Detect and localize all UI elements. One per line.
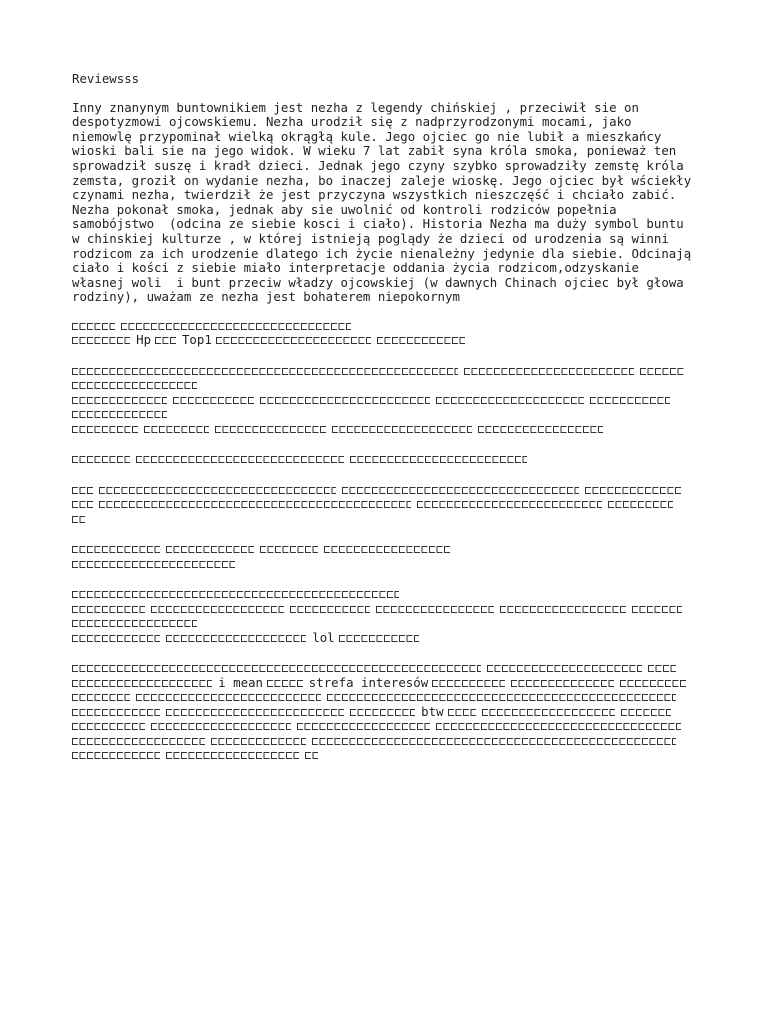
garbled-block — [72, 587, 698, 645]
garbled-line — [72, 734, 698, 749]
missing-glyph-run — [99, 487, 336, 494]
garbled-section — [72, 319, 698, 763]
missing-glyph-run — [144, 426, 210, 433]
missing-glyph-run — [487, 665, 642, 672]
paragraph-line: własnej woli i bunt przeciw władzy ojcowskiej (w dawnych Chinach ojciec był głowa — [72, 274, 684, 290]
inline-latin-text: lol — [312, 630, 335, 645]
garbled-line — [72, 602, 698, 617]
garbled-line — [72, 719, 698, 734]
missing-glyph-run — [417, 501, 602, 508]
missing-glyph-run — [608, 501, 674, 508]
paragraph-line: Inny znanynym buntownikiem jest nezha z legendy chińskiej , przeciwił sie on — [72, 99, 639, 115]
missing-glyph-run — [121, 323, 351, 330]
missing-glyph-run — [72, 397, 167, 404]
garbled-line — [72, 631, 698, 646]
garbled-line — [72, 422, 698, 437]
missing-glyph-run — [297, 723, 430, 730]
paragraph-line: despotyzmowi ojcowskiemu. Nezha urodził się z nadprzyrodzonymi mocami, jako — [72, 114, 632, 130]
garbled-line — [72, 512, 698, 527]
missing-glyph-run — [72, 501, 93, 508]
missing-glyph-run — [216, 337, 371, 344]
missing-glyph-run — [350, 456, 528, 463]
garbled-line — [72, 616, 698, 631]
missing-glyph-run — [620, 680, 686, 687]
missing-glyph-run — [267, 680, 303, 687]
missing-glyph-run — [500, 606, 625, 613]
paragraph-line: Nezha pokonał smoka, jednak aby sie uwolnić od kontroli rodziców popełnia — [72, 201, 617, 217]
missing-glyph-run — [136, 694, 321, 701]
paragraph-line: zemsta, groził on wydanie nezha, bo inaczej zaleje wioskę. Jego ojciec był wściekły — [72, 172, 692, 188]
garbled-block — [72, 364, 698, 437]
missing-glyph-run — [478, 426, 603, 433]
missing-glyph-run — [648, 665, 676, 672]
missing-glyph-run — [72, 546, 160, 553]
missing-glyph-run — [72, 456, 130, 463]
missing-glyph-run — [151, 606, 284, 613]
garbled-line — [72, 319, 698, 334]
missing-glyph-run — [436, 723, 681, 730]
missing-glyph-run — [136, 456, 343, 463]
missing-glyph-run — [72, 752, 160, 759]
missing-glyph-run — [436, 397, 584, 404]
garbled-line — [72, 497, 698, 512]
missing-glyph-run — [72, 323, 115, 330]
missing-glyph-run — [377, 337, 465, 344]
paragraph-line: niemowlę przypominał wielką okrągłą kule. Jego ojciec go nie lubił a mieszkańcy — [72, 128, 662, 144]
paragraph-line: sprowadził suszę i kradł dzieci. Jednak jego czyny szybko sprowadziły zemstę króla — [72, 157, 684, 173]
paragraph-line: rodzicom za ich urodzenie dlatego ich życie nienależny jedynie dla siebie. Odcinają — [72, 245, 692, 261]
paragraph-line: samobójstwo (odcina ze siebie kosci i ciało). Historia Nezha ma duży symbol buntu — [72, 216, 684, 232]
missing-glyph-run — [72, 561, 235, 568]
missing-glyph-run — [342, 487, 579, 494]
missing-glyph-run — [72, 738, 205, 745]
garbled-block — [72, 542, 698, 571]
missing-glyph-run — [260, 397, 430, 404]
missing-glyph-run — [640, 368, 683, 375]
missing-glyph-run — [585, 487, 680, 494]
missing-glyph-run — [72, 709, 160, 716]
missing-glyph-run — [72, 516, 85, 523]
garbled-line — [72, 407, 698, 422]
missing-glyph-run — [72, 665, 481, 672]
missing-glyph-run — [432, 680, 505, 687]
missing-glyph-run — [72, 337, 130, 344]
garbled-line — [72, 557, 698, 572]
missing-glyph-run — [155, 337, 176, 344]
missing-glyph-run — [72, 680, 212, 687]
missing-glyph-run — [305, 752, 318, 759]
missing-glyph-run — [166, 635, 306, 642]
garbled-line — [72, 483, 698, 498]
missing-glyph-run — [166, 752, 299, 759]
missing-glyph-run — [72, 487, 93, 494]
inline-latin-text: Hp — [136, 333, 152, 348]
paragraph-line: w chinskiej kulturze , w której istnieją poglądy że dzieci od urodzenia są winni — [72, 230, 669, 246]
garbled-line — [72, 661, 698, 676]
garbled-line — [72, 676, 698, 691]
missing-glyph-run — [211, 738, 306, 745]
document-paragraph — [72, 101, 698, 305]
missing-glyph-run — [590, 397, 671, 404]
missing-glyph-run — [215, 426, 325, 433]
missing-glyph-run — [260, 546, 318, 553]
garbled-line — [72, 364, 698, 379]
garbled-line — [72, 333, 698, 348]
garbled-block — [72, 483, 698, 527]
garbled-line — [72, 452, 698, 467]
missing-glyph-run — [72, 606, 145, 613]
inline-latin-text: i mean — [218, 675, 263, 690]
document-heading: Reviewsss — [72, 71, 140, 86]
missing-glyph-run — [72, 723, 145, 730]
missing-glyph-run — [151, 723, 291, 730]
missing-glyph-run — [632, 606, 683, 613]
missing-glyph-run — [72, 426, 138, 433]
missing-glyph-run — [376, 606, 494, 613]
missing-glyph-run — [464, 368, 634, 375]
missing-glyph-run — [339, 635, 420, 642]
missing-glyph-run — [166, 546, 254, 553]
missing-glyph-run — [72, 635, 160, 642]
inline-latin-text: Top1 — [181, 333, 212, 348]
garbled-block — [72, 452, 698, 467]
missing-glyph-run — [312, 738, 676, 745]
garbled-block — [72, 661, 698, 763]
missing-glyph-run — [72, 620, 197, 627]
garbled-line — [72, 393, 698, 408]
missing-glyph-run — [173, 397, 254, 404]
paragraph-line: rodziny), uważam ze nezha jest bohaterem niepokornym — [72, 289, 460, 305]
garbled-line — [72, 690, 698, 705]
garbled-block — [72, 319, 698, 348]
paragraph-line: wioski bali sie na jego widok. W wieku 7 lat zabił syna króla smoka, ponieważ ten — [72, 143, 677, 159]
inline-latin-text: strefa interesów — [308, 675, 429, 690]
garbled-line — [72, 587, 698, 602]
garbled-line — [72, 705, 698, 720]
missing-glyph-run — [448, 709, 476, 716]
missing-glyph-run — [327, 694, 676, 701]
missing-glyph-run — [324, 546, 449, 553]
missing-glyph-run — [72, 591, 399, 598]
missing-glyph-run — [350, 709, 416, 716]
missing-glyph-run — [72, 694, 130, 701]
missing-glyph-run — [72, 368, 458, 375]
missing-glyph-run — [290, 606, 371, 613]
missing-glyph-run — [482, 709, 615, 716]
missing-glyph-run — [511, 680, 614, 687]
missing-glyph-run — [166, 709, 344, 716]
paragraph-line: czynami nezha, twierdził że jest przyczyna wszystkich nieszczęść i chciało zabić. — [72, 187, 677, 203]
missing-glyph-run — [621, 709, 672, 716]
paragraph-line: ciało i kości z siebie miało interpretacje oddania życia rodzicom,odzyskanie — [72, 260, 639, 276]
inline-latin-text: btw — [421, 704, 444, 719]
missing-glyph-run — [332, 426, 472, 433]
garbled-line — [72, 542, 698, 557]
missing-glyph-run — [72, 382, 197, 389]
missing-glyph-run — [99, 501, 411, 508]
missing-glyph-run — [72, 411, 167, 418]
garbled-line — [72, 748, 698, 763]
garbled-line — [72, 378, 698, 393]
